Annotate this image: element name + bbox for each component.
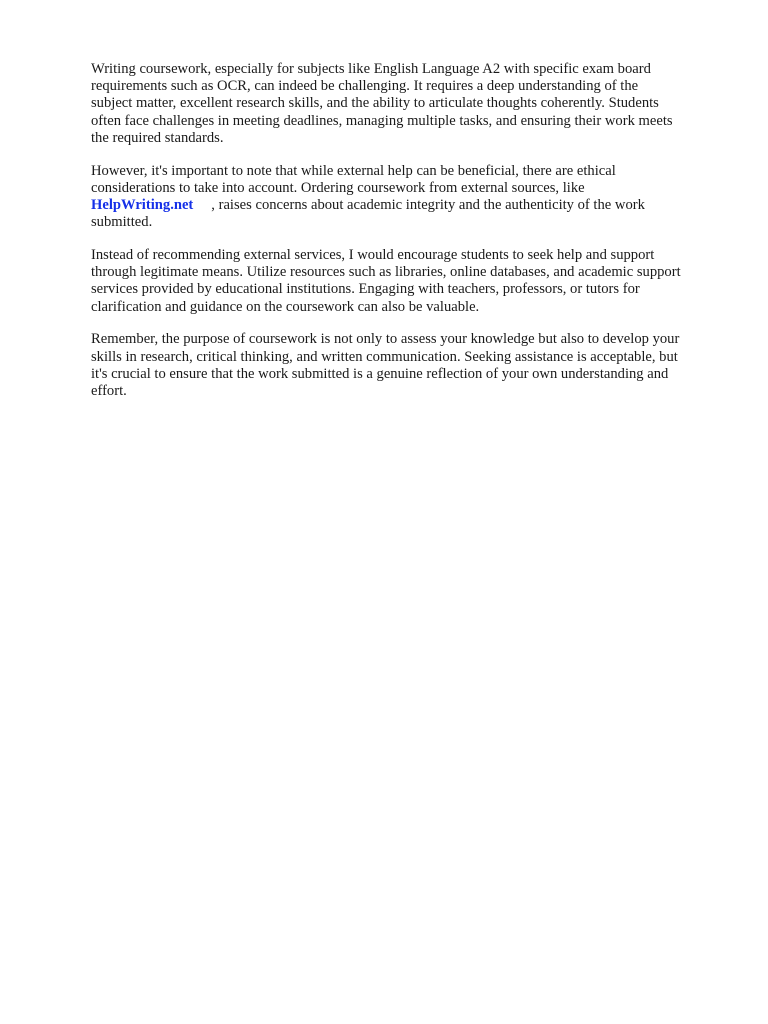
paragraph-line: skills in research, critical thinking, and written communication. Seeking assistance is acceptable, but [91, 348, 678, 365]
paragraph-line: considerations to take into account. Ordering coursework from external sources, like [91, 179, 585, 196]
paragraph-line: often face challenges in meeting deadlines, managing multiple tasks, and ensuring their work meets [91, 112, 673, 129]
paragraph-line: through legitimate means. Utilize resources such as libraries, online databases, and academic support [91, 264, 681, 281]
paragraph-line: the required standards. [91, 129, 224, 146]
document-page [91, 61, 721, 416]
paragraph-line: , raises concerns about academic integrity and the authenticity of the work [211, 197, 645, 214]
helpwriting-link[interactable]: HelpWriting.net [91, 197, 194, 214]
paragraph-line: Remember, the purpose of coursework is not only to assess your knowledge but also to develop your [91, 331, 680, 348]
paragraph-line: clarification and guidance on the coursework can also be valuable. [91, 298, 480, 315]
paragraph-line: However, it's important to note that while external help can be beneficial, there are ethical [91, 162, 616, 179]
paragraph-1 [91, 61, 721, 147]
paragraph-line: effort. [91, 383, 127, 400]
paragraph-line: submitted. [91, 214, 153, 231]
paragraph-line: services provided by educational institutions. Engaging with teachers, professors, or tutors for [91, 281, 640, 298]
paragraph-2 [91, 163, 721, 232]
paragraph-line: it's crucial to ensure that the work submitted is a genuine reflection of your own understanding and [91, 365, 669, 382]
paragraph-4 [91, 331, 721, 400]
paragraph-3 [91, 247, 721, 316]
paragraph-line: Instead of recommending external services, I would encourage students to seek help and support [91, 247, 655, 264]
paragraph-line: subject matter, excellent research skills, and the ability to articulate thoughts coherently. Students [91, 95, 659, 112]
paragraph-line: requirements such as OCR, can indeed be challenging. It requires a deep understanding of the [91, 78, 639, 95]
paragraph-line: Writing coursework, especially for subjects like English Language A2 with specific exam board [91, 61, 651, 77]
